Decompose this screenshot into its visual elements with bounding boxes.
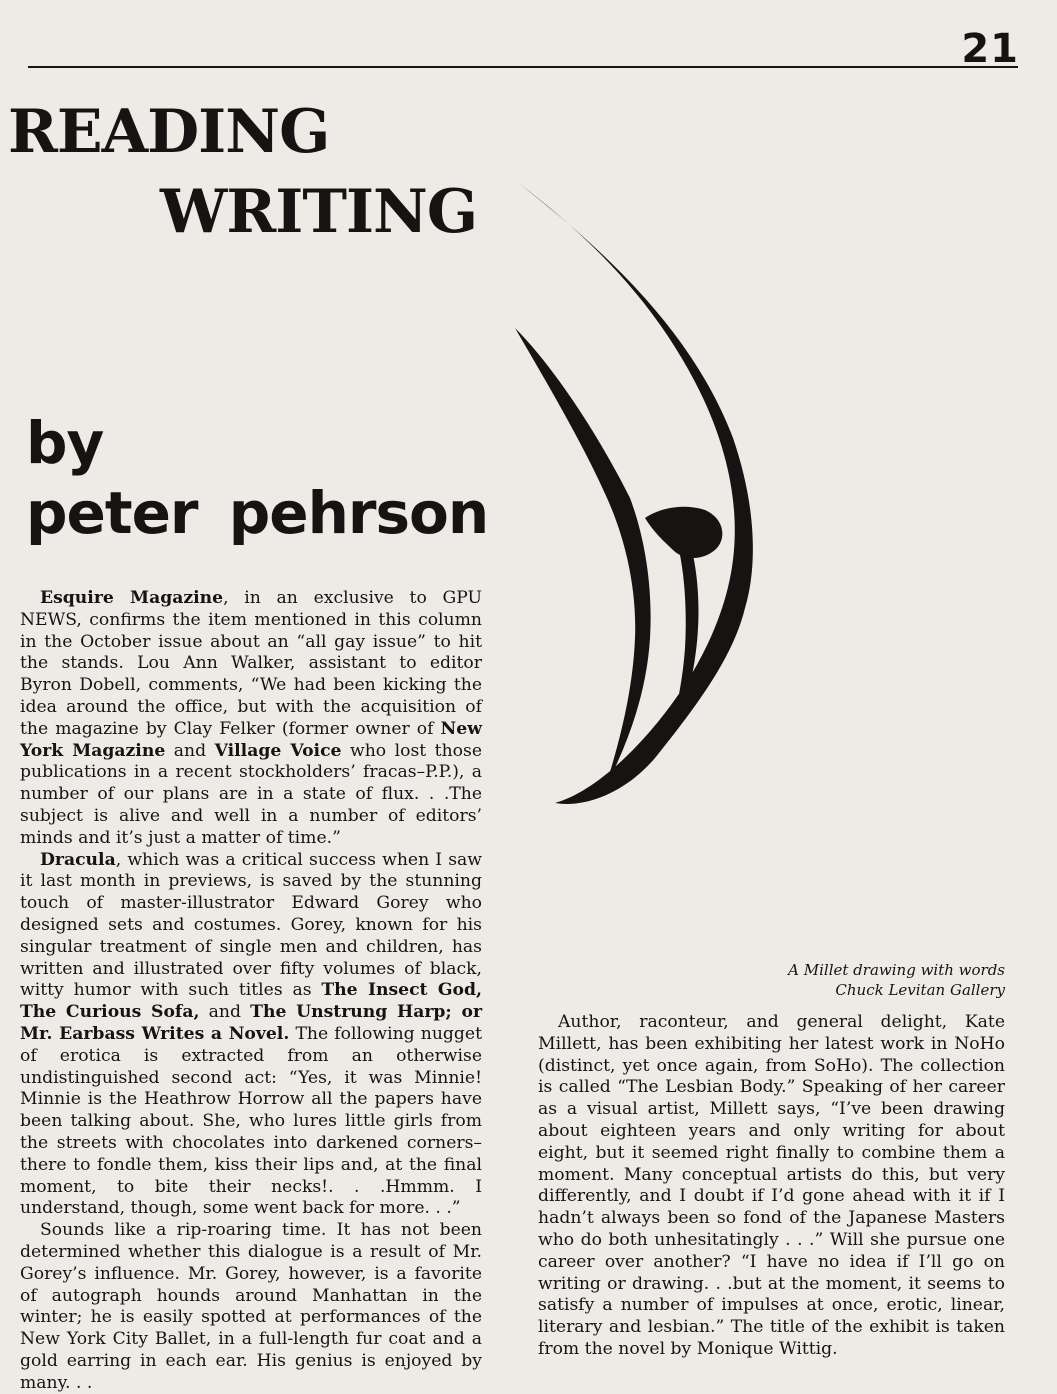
bold-term: The Unstrung Harp; or Mr. Earbass Writes a Novel. xyxy=(20,1002,482,1044)
millet-brush-drawing xyxy=(495,168,825,808)
byline-author: peter pehrson xyxy=(26,479,489,547)
paragraph-dracula xyxy=(20,850,482,1221)
headline-writing: WRITING xyxy=(160,177,478,247)
text-run: The following nugget of erotica is extracted from an otherwise undistinguished second act: “Yes, it was Minnie! Minnie is the Heathrow Horrow all the papers have been talking about. She, who lures little girls from the streets with chocolates into darkened corners–there to fondle them, kiss their lips and, at the final moment, to bite their necks!. . .Hmmm. I understand, though, some went back for more. . .” xyxy=(20,1023,482,1219)
caption-line-1: A Millet drawing with words xyxy=(788,961,1005,979)
article-column-right xyxy=(538,1012,1005,1361)
bold-term: New York Magazine xyxy=(20,718,482,761)
article-column-left xyxy=(20,588,482,1394)
paragraph-gorey: Sounds like a rip-roaring time. It has not been determined whether this dialogue is a result of Mr. Gorey’s influence. Mr. Gorey, however, is a favorite of autograph hounds around Manhattan in the winter; he is easily spotted at performances of the New York City Ballet, in a full-length fur coat and a gold earring in each ear. His genius is enjoyed by many. . . xyxy=(20,1220,482,1393)
headline-reading: READING xyxy=(8,97,330,167)
text-run: who lost those publications in a recent stockholders’ fracas–P.P.), a number of our plans are in a state of flux. . .The subject is alive and well in a number of editors’ minds and it’s just a matter of time.” xyxy=(20,740,482,848)
paragraph-millett: Author, raconteur, and general delight, Kate Millett, has been exhibiting her latest work in NoHo (distinct, yet once again, from SoHo). The collection is called “The Lesbian Body.” Speaking of her career as a visual artist, Millett says, “I’ve been drawing about eighteen years and only writing for about eight, but it seemed right finally to combine them a moment. Many conceptual artists do this, but very differently, and I doubt if I’d gone ahead with it if I hadn’t always been so fond of the Japanese Masters who do both unhesitatingly . . .” Will she pursue one career over another? “I have no idea if I’ll go on writing or drawing. . .but at the moment, it seems to satisfy a number of impulses at once, erotic, linear, literary and lesbian.” The title of the exhibit is taken from the novel by Monique Wittig. xyxy=(538,1012,1005,1359)
bold-term: Village Voice xyxy=(214,740,342,761)
brush-stroke-left-curve xyxy=(515,328,651,788)
paragraph-esquire xyxy=(20,588,482,850)
bold-term: Dracula xyxy=(40,849,116,870)
text-run: , which was a critical success when I saw it last month in previews, is saved by the stunning touch of master-illustrator Edward Gorey who designed sets and costumes. Gorey, known for his singular treatment of single men and children, has written and illustrated over fifty volumes of black, witty humor with such titles as xyxy=(20,849,482,1001)
caption-line-2: Chuck Levitan Gallery xyxy=(835,981,1005,999)
byline-by: by xyxy=(26,409,104,477)
bold-term: The Insect God, The Curious Sofa, xyxy=(20,980,482,1023)
page-number: 21 xyxy=(961,26,1019,72)
photo-caption xyxy=(788,960,1005,1000)
text-run: and xyxy=(199,1002,251,1023)
bold-term: Esquire Magazine xyxy=(40,588,224,608)
text-run: , in an exclusive to GPU NEWS, confirms the item mentioned in this column in the October issue about an “all gay issue” to hit the stands. Lou Ann Walker, assistant to editor Byron Dobell, comments, “We had been kicking the idea around the office, but with the acquisition of the magazine by Clay Felker (former owner of xyxy=(20,588,482,739)
text-run: and xyxy=(165,740,215,761)
header-rule xyxy=(28,66,1018,68)
